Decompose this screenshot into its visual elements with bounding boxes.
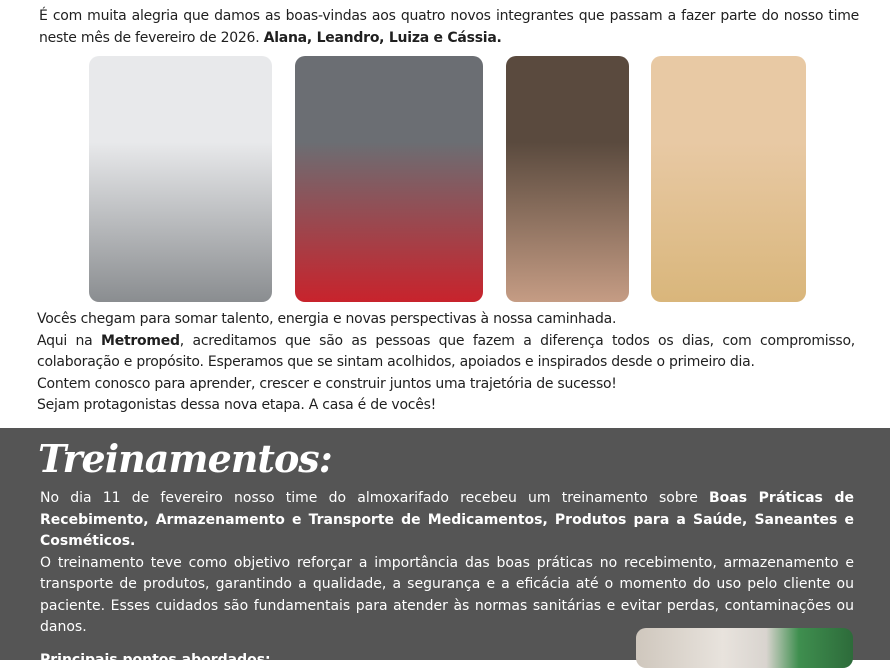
text: , acreditamos que são as pessoas que fazem a diferença todos os dias, com compromisso, colaboração e propósito. Esperamos que se sintam acolhidos, apoiados e inspirados desde o primeiro dia. (37, 332, 855, 370)
new-member-names: Alana, Leandro, Luiza e Cássia. (263, 29, 502, 46)
training-subheading: Principais pontos abordados: (40, 652, 271, 668)
photo-leandro (295, 56, 483, 302)
training-title: Treinamentos: (38, 436, 332, 481)
photo-alana (89, 56, 272, 302)
brand-name: Metromed (101, 332, 180, 349)
welcome-line: Contem conosco para aprender, crescer e construir juntos uma trajetória de sucesso! (37, 375, 617, 392)
training-paragraph: O treinamento teve como objetivo reforçar a importância das boas práticas no recebimento, armazenamento e transporte de produtos, garantindo a qualidade, a segurança e a eficácia até o momento do uso pelo cliente ou paciente. Esses cuidados são fundamentais para atender às normas sanitárias e evitar perdas, contaminações ou danos. (40, 554, 854, 635)
welcome-body (37, 309, 855, 417)
training-topic: Boas Práticas de Recebimento, Armazenamento e Transporte de Medicamentos, Produtos para a Saúde, Saneantes e Cosméticos. (40, 490, 854, 549)
training-body (40, 488, 854, 639)
photo-cassia (651, 56, 806, 302)
text: Aqui na (37, 332, 102, 349)
welcome-line: Sejam protagonistas dessa nova etapa. A casa é de vocês! (37, 397, 436, 413)
text: No dia 11 de fevereiro nosso time do almoxarifado recebeu um treinamento sobre (40, 490, 709, 506)
intro-text: É com muita alegria que damos as boas-vindas aos quatro novos integrantes que passam a fazer parte do nosso time neste mês de fevereiro de 2026. (39, 8, 859, 46)
welcome-intro (39, 6, 859, 49)
photo-luiza (506, 56, 629, 302)
welcome-line (37, 331, 855, 374)
training-paragraph (40, 488, 854, 553)
training-photo (636, 628, 853, 668)
welcome-line: Vocês chegam para somar talento, energia e novas perspectivas à nossa caminhada. (37, 311, 617, 327)
